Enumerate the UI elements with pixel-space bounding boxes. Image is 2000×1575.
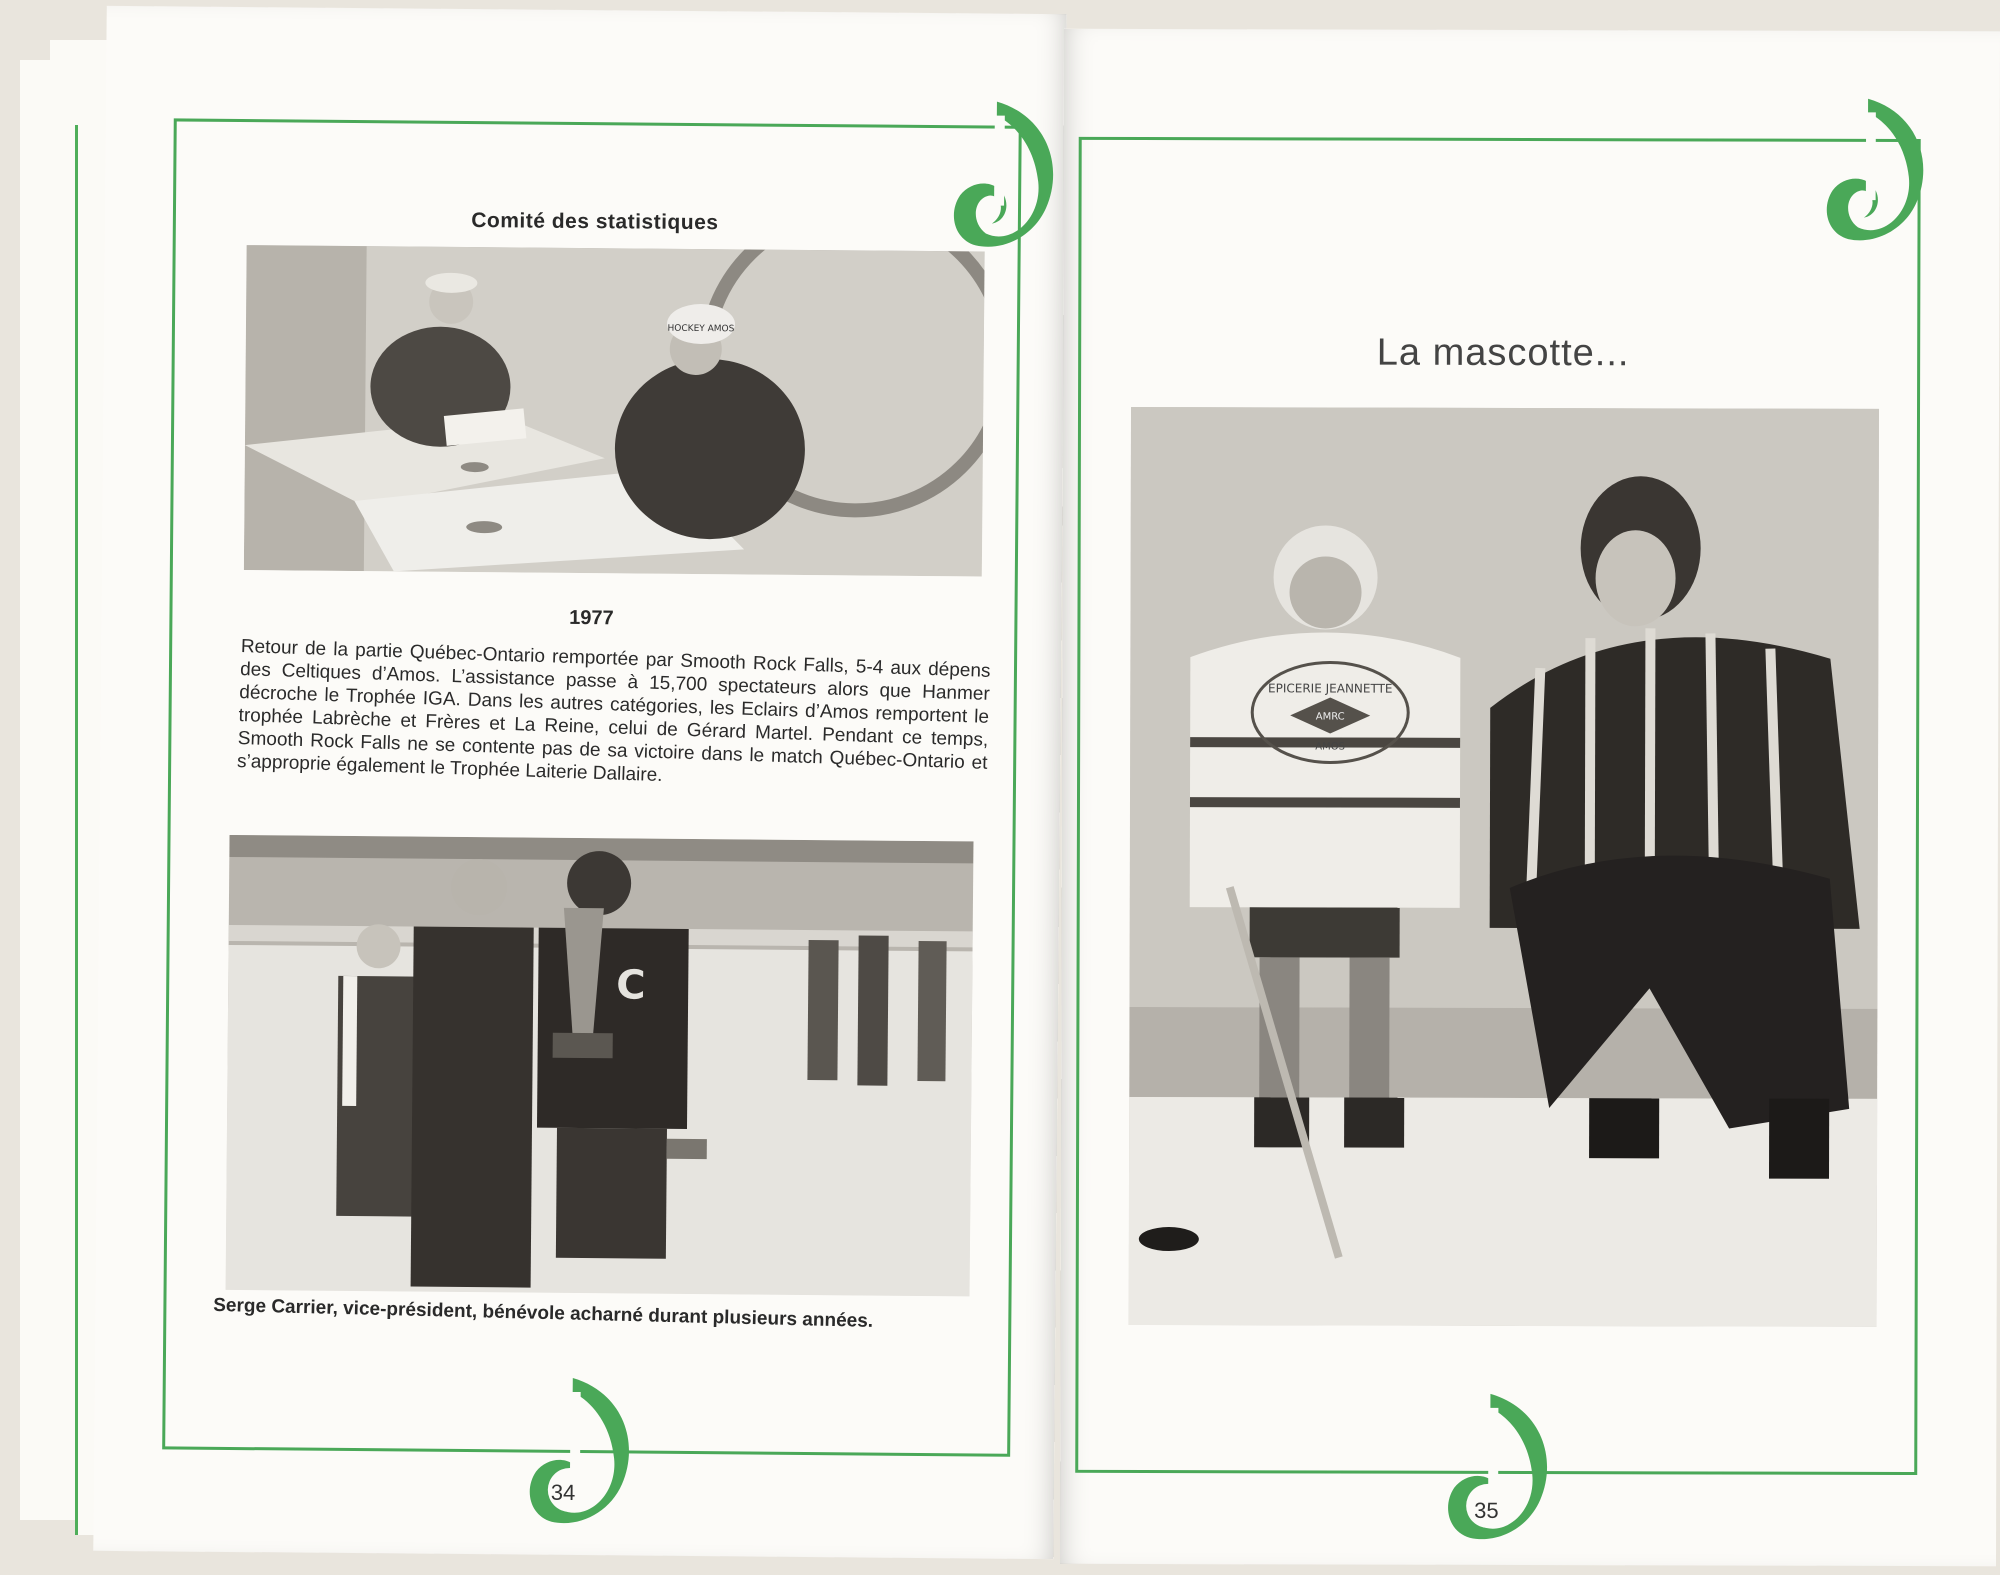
left-page xyxy=(93,6,1066,1559)
section-title: Comité des statistiques xyxy=(471,209,719,235)
right-page xyxy=(1060,29,2000,1566)
swirl-logo-icon xyxy=(945,95,1068,256)
jersey-arc-text: EPICERIE JEANNETTE xyxy=(1268,681,1393,696)
photo-caption: Serge Carrier, vice-président, bénévole acharné durant plusieurs années. xyxy=(213,1294,874,1332)
swirl-logo-icon xyxy=(521,1372,642,1533)
cap-text: HOCKEY AMOS xyxy=(667,323,735,335)
swirl-logo-icon xyxy=(1440,1388,1560,1548)
page-title: La mascotte... xyxy=(1376,331,1630,375)
page-number: 34 xyxy=(550,1479,576,1505)
body-paragraph: Retour de la partie Québec-Ontario remportée par Smooth Rock Falls, 5-4 aux dépens des Celtiques d’Amos. L’assistance passe à 15,700 spectateurs alors que Hanmer décroche le Trophée IGA. Dans les autres catégories, les Eclairs d’Amos remportent le trophée Labrèche et Frères et La Reine, celui de Gérard Martel. Pendant ce temps, Smooth Rock Falls ne se contente pas de sa victoire dans le match Québec-Ontario et s’approprie également le Trophée Laiterie Dallaire. xyxy=(236,636,991,787)
jersey-letter: C xyxy=(616,962,646,1009)
year-heading: 1977 xyxy=(569,606,614,630)
trophy-presentation-photo xyxy=(226,835,974,1296)
jersey-sub-text: AMOS xyxy=(1315,741,1345,753)
page-number: 35 xyxy=(1474,1497,1499,1523)
swirl-logo-icon xyxy=(1818,93,1936,249)
statistics-committee-photo xyxy=(244,245,985,576)
mascot-photo xyxy=(1129,407,1879,1327)
jersey-badge-text: AMRC xyxy=(1315,711,1345,723)
